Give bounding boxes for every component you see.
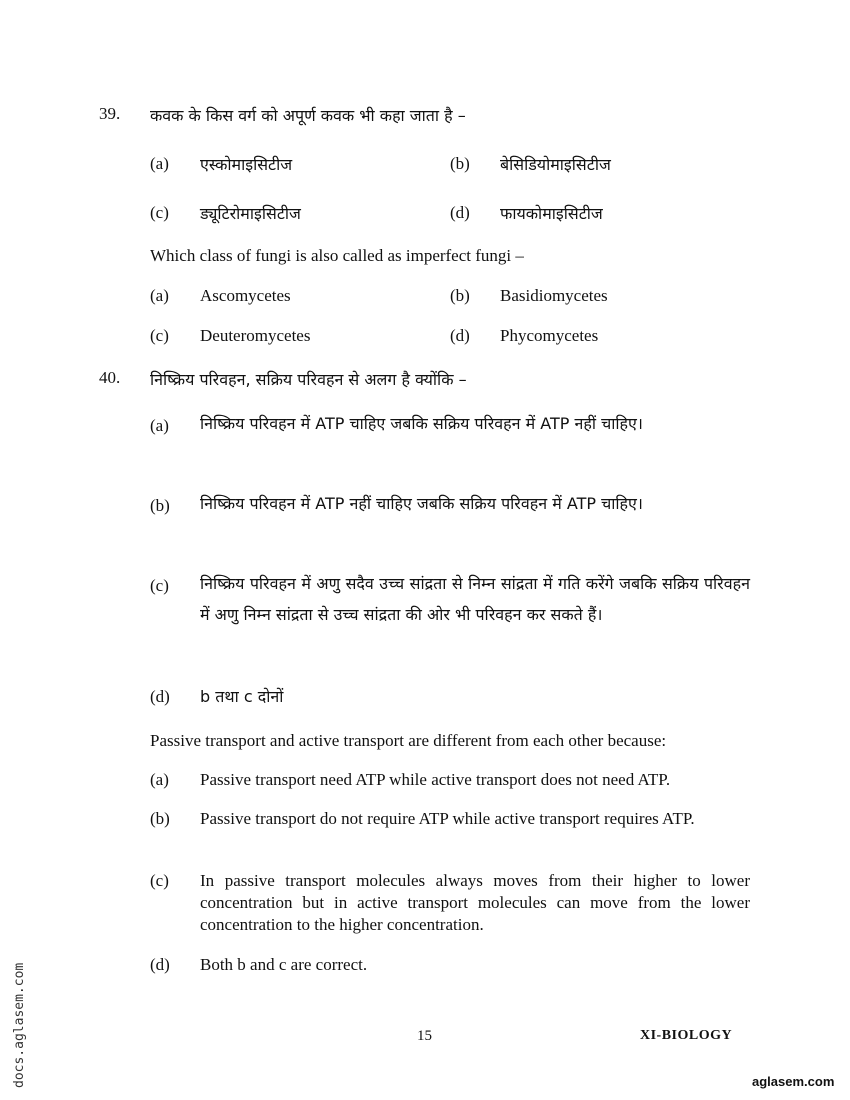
brand-watermark: aglasem.com bbox=[752, 1074, 835, 1089]
option-text-hindi: निष्क्रिय परिवहन में ATP चाहिए जबकि सक्रिय परिवहन में ATP नहीं चाहिए। bbox=[200, 414, 643, 433]
option-label: (d) bbox=[150, 955, 170, 974]
option-label: (a) bbox=[150, 286, 169, 305]
option-text-hindi: फायकोमाइसिटीज bbox=[500, 204, 603, 223]
option-label: (b) bbox=[450, 286, 470, 305]
option-text-english: Deuteromycetes bbox=[200, 326, 311, 345]
page-number: 15 bbox=[417, 1028, 432, 1044]
question-text-hindi: निष्क्रिय परिवहन, सक्रिय परिवहन से अलग है क्योंकि – bbox=[150, 370, 467, 389]
option-text-hindi: ड्यूटिरोमाइसिटीज bbox=[200, 204, 301, 223]
question-text-english: Which class of fungi is also called as imperfect fungi – bbox=[150, 246, 524, 265]
side-watermark-url: docs.aglasem.com bbox=[12, 962, 27, 1088]
option-text-hindi: एस्कोमाइसिटीज bbox=[200, 155, 293, 174]
option-label: (d) bbox=[450, 203, 470, 222]
subject-label: XI-BIOLOGY bbox=[640, 1028, 733, 1043]
option-text-hindi: निष्क्रिय परिवहन में ATP नहीं चाहिए जबकि सक्रिय परिवहन में ATP चाहिए। bbox=[200, 494, 643, 513]
option-text-hindi: निष्क्रिय परिवहन में अणु सदैव उच्च सांद्रता से निम्न सांद्रता में गति करेंगे जबकि सक्रिय परिवहन में अणु निम्न सांद्रता से उच्च सांद्रता की ओर भी परिवहन कर सकते हैं। bbox=[200, 574, 750, 624]
question-text-english: Passive transport and active transport are different from each other because: bbox=[150, 731, 667, 750]
option-label: (d) bbox=[150, 687, 170, 706]
question-text-hindi: कवक के किस वर्ग को अपूर्ण कवक भी कहा जाता है – bbox=[150, 106, 466, 125]
question-number: 40. bbox=[99, 368, 121, 387]
option-label: (b) bbox=[450, 154, 470, 173]
option-label: (b) bbox=[150, 496, 170, 515]
option-text-hindi: b तथा c दोनों bbox=[200, 687, 284, 706]
option-text-hindi: बेसिडियोमाइसिटीज bbox=[500, 155, 611, 174]
option-label: (a) bbox=[150, 770, 169, 789]
option-label: (c) bbox=[150, 576, 169, 595]
option-label: (d) bbox=[450, 326, 470, 345]
question-number: 39. bbox=[99, 104, 121, 123]
option-text-english: Passive transport do not require ATP while active transport requires ATP. bbox=[200, 809, 695, 828]
option-label: (c) bbox=[150, 871, 169, 890]
option-text-english: Both b and c are correct. bbox=[200, 955, 368, 974]
option-label: (c) bbox=[150, 326, 169, 345]
option-label: (a) bbox=[150, 154, 169, 173]
option-label: (c) bbox=[150, 203, 169, 222]
option-text-english: Phycomycetes bbox=[500, 326, 599, 345]
option-text-english: Basidiomycetes bbox=[500, 286, 608, 305]
option-text-english: Passive transport need ATP while active transport does not need ATP. bbox=[200, 770, 671, 789]
option-label: (a) bbox=[150, 416, 169, 435]
option-text-english: In passive transport molecules always moves from their higher to lower concentration but in active transport molecules can move from the lower concentration to the higher concentration. bbox=[200, 871, 750, 934]
option-text-english: Ascomycetes bbox=[200, 286, 291, 305]
option-label: (b) bbox=[150, 809, 170, 828]
